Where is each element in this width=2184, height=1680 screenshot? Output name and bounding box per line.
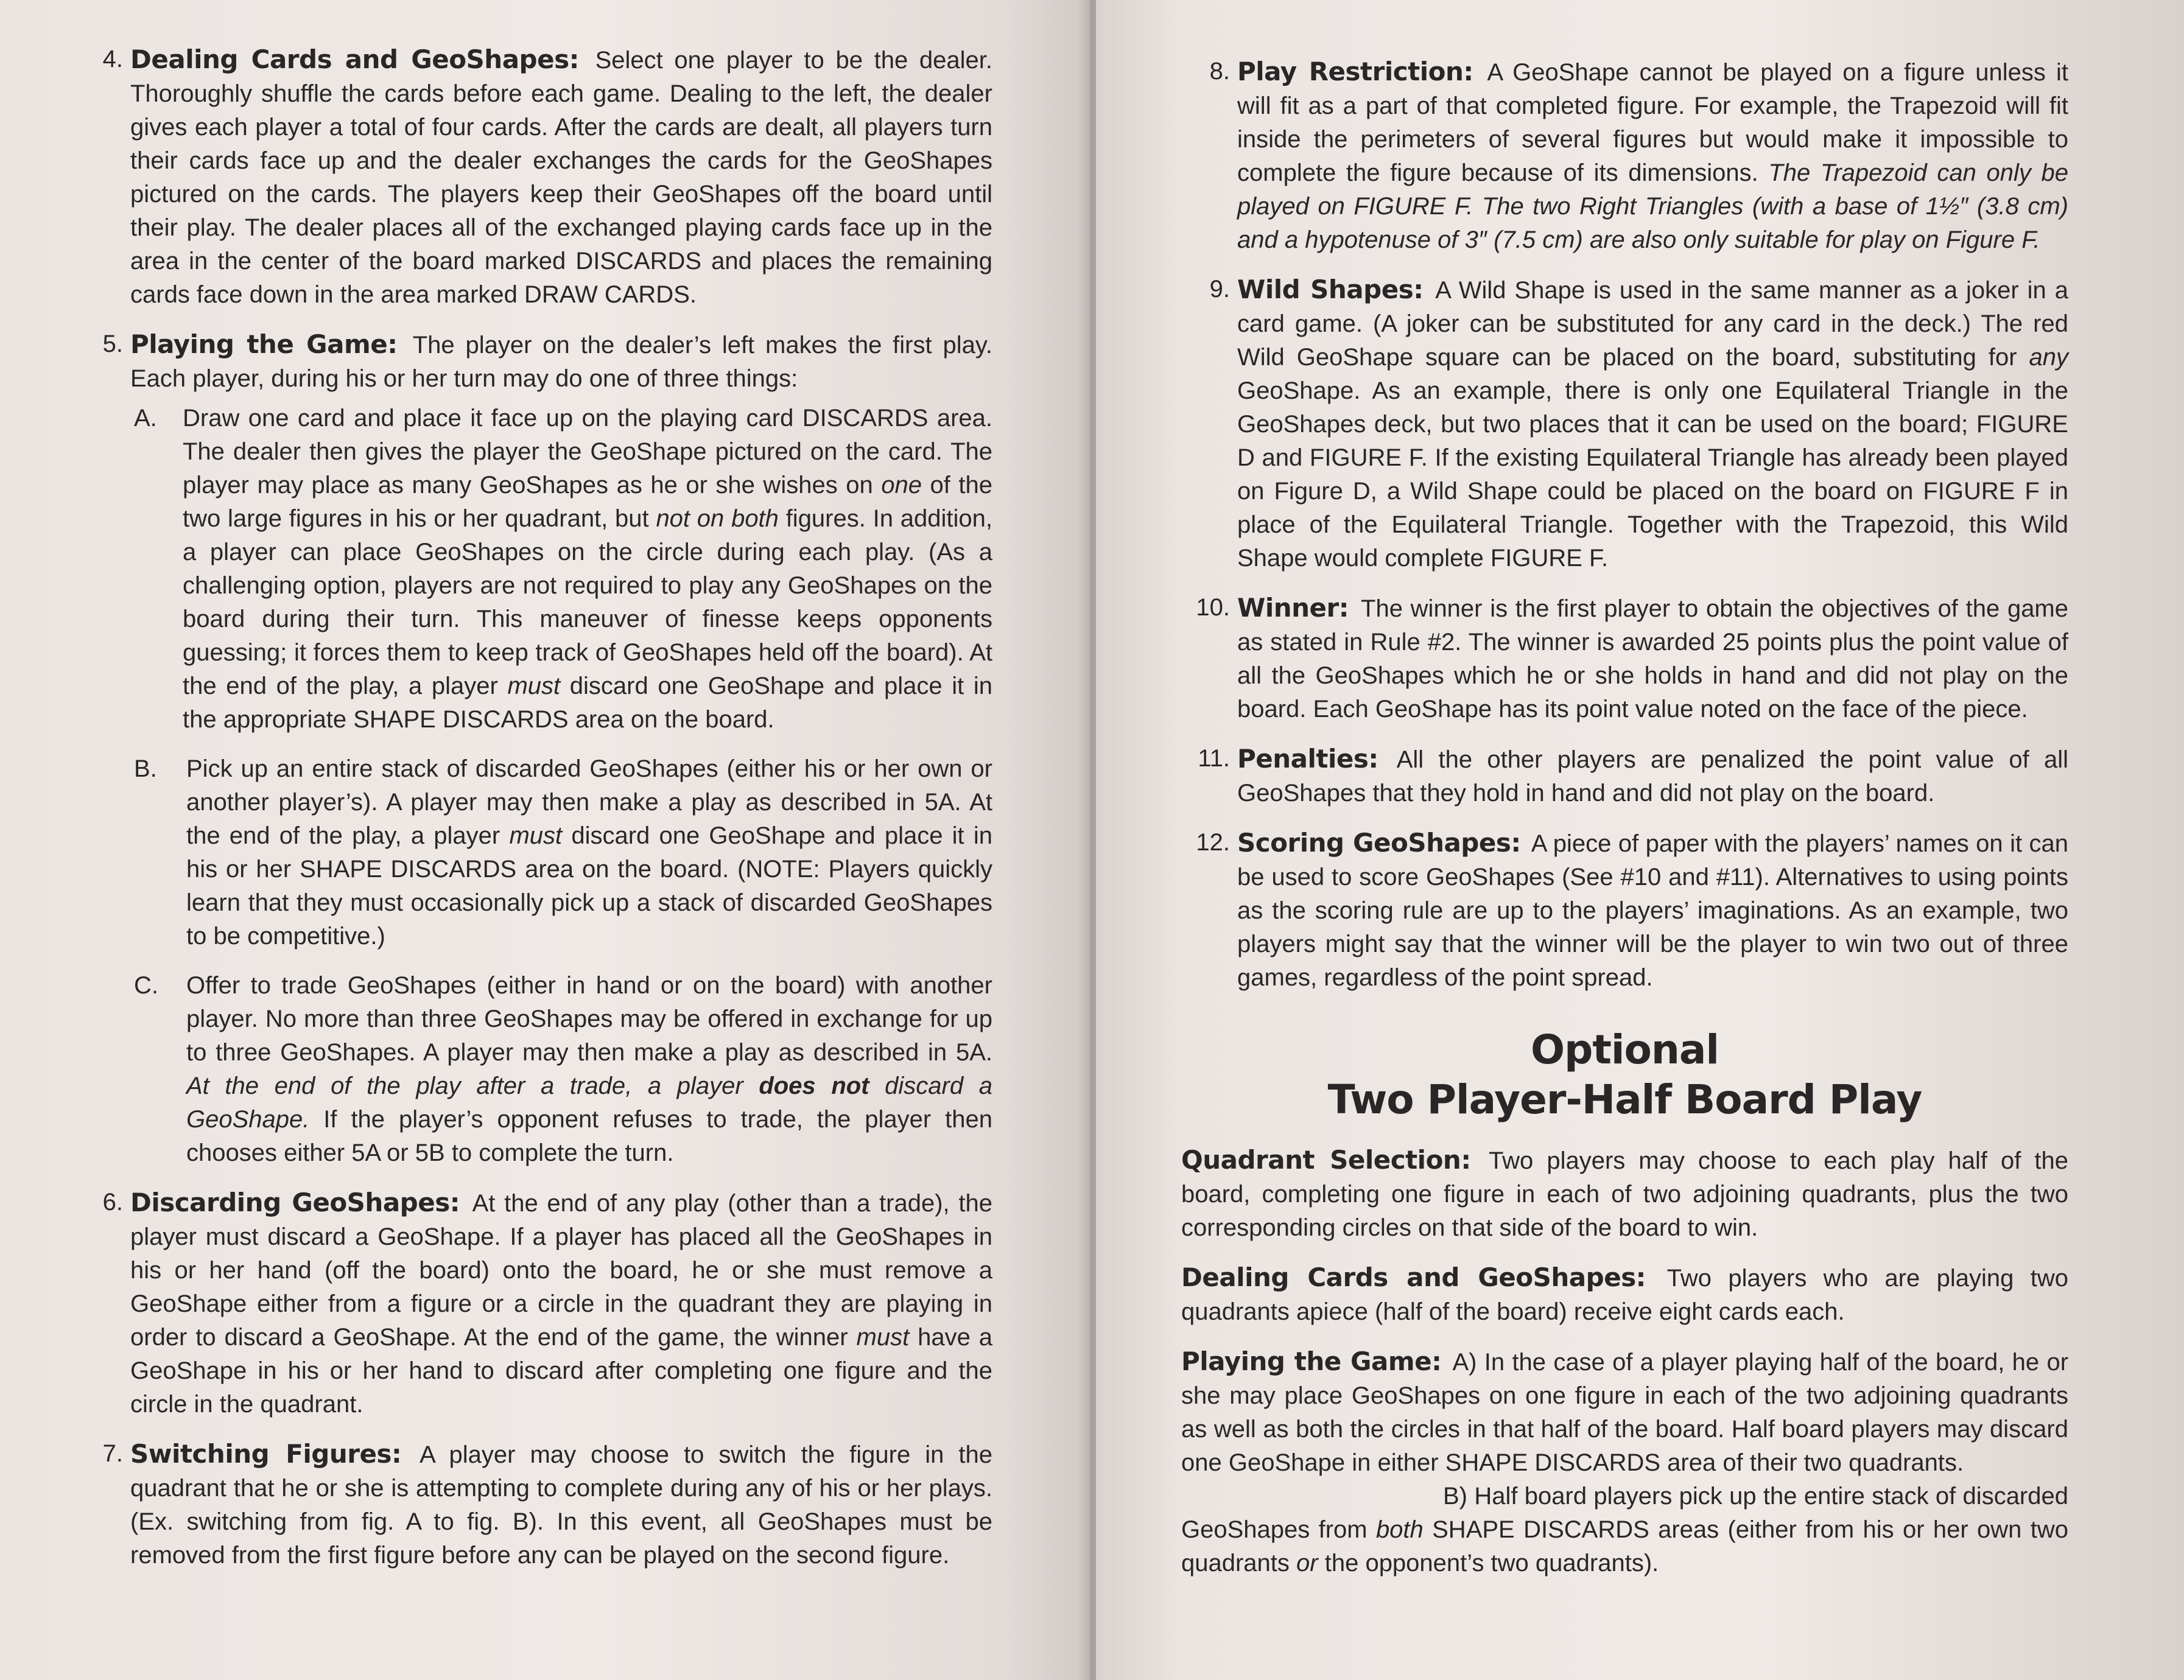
rule-heading: Scoring GeoShapes: bbox=[1237, 828, 1521, 858]
left-page bbox=[0, 0, 1090, 1680]
rule-text: The winner is the first player to obtain the objectives of the game as stated in Rule #2. The winner is awarded 25 points plus the point value of all the GeoShapes which he or she holds in hand and did not play on the board. Each GeoShape has its point value noted on the face of the piece. bbox=[1237, 595, 2069, 723]
rule-number: 4. bbox=[102, 46, 123, 72]
para-emphasis: or bbox=[1296, 1550, 1318, 1577]
rule-5-option-a bbox=[85, 402, 992, 737]
rule-number: 8. bbox=[1209, 58, 1230, 85]
option-emphasis: must bbox=[507, 673, 561, 699]
option-text: Draw one card and place it face up on the playing card DISCARDS area. The dealer then gives the player the GeoShape pictured on the card. The player may place as many GeoShapes as he or she wishes on bbox=[183, 405, 992, 499]
optional-title-line2: Two Player-Half Board Play bbox=[1327, 1076, 1922, 1123]
rule-text: A Wild Shape is used in the same manner as a joker in a card game. (A joker can be substituted for any card in the deck.) The red Wild GeoShape square can be placed on the board, substituting for bbox=[1237, 277, 2069, 371]
para-text: A) In the case of a player playing half of the board, he or she may place GeoShapes on one figure in each of the two adjoining quadrants as well as both the circles in that half of the board. Half board players may discard one GeoShape in either SHAPE DISCARDS area of their two quadrants. bbox=[1181, 1349, 2069, 1476]
para-heading: Playing the Game: bbox=[1181, 1346, 1442, 1376]
rule-text: A piece of paper with the players’ names on it can be used to score GeoShapes (See #10 and #11). Alternatives to using points as the scoring rule are up to the players’ imaginations. As an example, two players might say that the winner will be the player to win two out of three games, regardless of the point spread. bbox=[1237, 830, 2068, 991]
optional-playing bbox=[1181, 1345, 2068, 1480]
option-text: discard one GeoShape and place it in the appropriate SHAPE DISCARDS area on the board. bbox=[183, 673, 992, 733]
para-text: B) Half board players pick up the entire stack of discarded GeoShapes from bbox=[1181, 1483, 2068, 1543]
option-emphasis: not on both bbox=[656, 505, 779, 532]
rule-text: A GeoShape cannot be played on a figure unless it will fit as a part of that completed figure. For example, the Trapezoid will fit inside the perimeters of several figures but would make it impossible to complete the figure because of its dimensions. bbox=[1237, 59, 2068, 186]
rule-9 bbox=[1181, 273, 2068, 575]
option-emphasis: At the end of the play after a trade, a player bbox=[186, 1073, 759, 1099]
rule-heading: Discarding GeoShapes: bbox=[130, 1188, 460, 1217]
para-text: the opponent’s two quadrants). bbox=[1318, 1550, 1659, 1577]
rule-text: have a GeoShape in his or her hand to discard after completing one figure and the circle in the quadrant. bbox=[130, 1324, 992, 1418]
rule-emphasis: must bbox=[856, 1324, 910, 1351]
para-text: Two players may choose to each play half of the board, completing one figure in each of two adjoining quadrants, plus the two corresponding circles on that side of the board to win. bbox=[1181, 1147, 2069, 1241]
option-text: of the two large figures in his or her quadrant, but bbox=[183, 472, 992, 532]
rule-5-option-c bbox=[85, 969, 992, 1170]
rule-number: 5. bbox=[102, 331, 123, 357]
rule-heading: Winner: bbox=[1237, 593, 1349, 623]
rule-heading: Dealing Cards and GeoShapes: bbox=[130, 44, 579, 74]
option-text: Pick up an entire stack of discarded GeoShapes (either his or her own or another player’s). A player may then make a play as described in 5A. At the end of the play, a player bbox=[186, 755, 992, 849]
rule-11 bbox=[1181, 742, 2068, 810]
para-emphasis: both bbox=[1375, 1516, 1424, 1543]
option-letter: A. bbox=[134, 405, 157, 432]
rule-text: The player on the dealer’s left makes the first play. Each player, during his or her turn may do one of three things: bbox=[130, 332, 992, 392]
rule-heading: Penalties: bbox=[1237, 744, 1378, 774]
rule-7 bbox=[85, 1437, 992, 1572]
optional-quadrant-selection bbox=[1181, 1143, 2068, 1245]
para-heading: Dealing Cards and GeoShapes: bbox=[1181, 1262, 1646, 1292]
rule-number: 11. bbox=[1198, 745, 1230, 772]
option-letter: B. bbox=[134, 755, 157, 782]
rule-text: All the other players are penalized the point value of all GeoShapes that they hold in hand and did not play on the board. bbox=[1237, 746, 2069, 807]
optional-dealing bbox=[1181, 1261, 2068, 1329]
right-page bbox=[1096, 0, 2184, 1680]
option-emphasis: one bbox=[881, 472, 922, 499]
rule-number: 12. bbox=[1196, 829, 1230, 856]
rule-5 bbox=[85, 327, 992, 396]
optional-title-line1: Optional bbox=[1530, 1026, 1719, 1073]
rule-text: GeoShape. As an example, there is only one Equilateral Triangle in the GeoShapes deck, but two places that it can be used on the board; FIGURE D and FIGURE F. If the existing Equilateral Triangle has already been played on Figure D, a Wild Shape could be placed on the board on FIGURE F in place of the Equilateral Triangle. Together with the Trapezoid, this Wild Shape would complete FIGURE F. bbox=[1237, 377, 2068, 572]
rule-4 bbox=[85, 43, 992, 312]
option-text: figures. In addition, a player can place GeoShapes on the circle during each play. (As a challenging option, players are not required to play any GeoShapes on the board during their turn. This maneuver of finesse keeps opponents guessing; it forces them to keep track of GeoShapes held off the board). At the end of the play, a player bbox=[183, 505, 992, 699]
rule-text: At the end of any play (other than a trade), the player must discard a GeoShape. If a player has placed all the GeoShapes in his or her hand (off the board) onto the board, he or she must remove a GeoShape either from a figure or a circle in the quadrant they are playing in order to discard a GeoShape. At the end of the game, the winner bbox=[130, 1190, 992, 1351]
rule-heading: Wild Shapes: bbox=[1237, 275, 1424, 304]
rule-heading: Switching Figures: bbox=[130, 1439, 402, 1469]
rule-8 bbox=[1181, 55, 2068, 257]
option-emphasis: must bbox=[509, 822, 563, 849]
para-heading: Quadrant Selection: bbox=[1181, 1145, 1471, 1175]
para-text: SHAPE DISCARDS areas (either from his or her own two quadrants bbox=[1181, 1516, 2068, 1577]
rule-heading: Playing the Game: bbox=[130, 329, 398, 359]
rule-6 bbox=[85, 1186, 992, 1421]
option-strong: does not bbox=[759, 1073, 869, 1099]
option-emphasis: discard a GeoShape. bbox=[186, 1073, 992, 1133]
rule-emphasis: The Trapezoid can only be played on FIGURE F. The two Right Triangles (with a base of 1½″ (3.8 cm) and a hypotenuse of 3″ (7.5 cm) are also only suitable for play on Figure F. bbox=[1237, 159, 2068, 253]
option-text: Offer to trade GeoShapes (either in hand or on the board) with another player. No more than three GeoShapes may be offered in exchange for up to three GeoShapes. A player may then make a play as described in 5A. bbox=[186, 972, 992, 1066]
rule-number: 7. bbox=[102, 1440, 123, 1467]
rule-emphasis: any bbox=[2029, 344, 2068, 371]
option-text: If the player’s opponent refuses to trade, the player then chooses either 5A or 5B to complete the turn. bbox=[186, 1106, 992, 1166]
rule-number: 6. bbox=[102, 1189, 123, 1216]
rule-number: 10. bbox=[1196, 594, 1230, 621]
rule-10 bbox=[1181, 591, 2068, 726]
para-text: Two players who are playing two quadrants apiece (half of the board) receive eight cards each. bbox=[1181, 1265, 2068, 1325]
optional-section-title bbox=[1181, 1025, 2068, 1125]
optional-playing-b bbox=[1181, 1480, 2068, 1580]
option-letter: C. bbox=[134, 972, 158, 999]
rule-number: 9. bbox=[1209, 276, 1230, 303]
rule-heading: Play Restriction: bbox=[1237, 57, 1473, 86]
rule-text: Select one player to be the dealer. Thoroughly shuffle the cards before each game. Dealing to the left, the dealer gives each player a total of four cards. After the cards are dealt, all players turn their cards face up and the dealer exchanges the cards for the GeoShapes pictured on the cards. The players keep their GeoShapes off the board until their play. The dealer places all of the exchanged playing cards face up in the area in the center of the board marked DISCARDS and places the remaining cards face down in the area marked DRAW CARDS. bbox=[130, 47, 992, 308]
rule-12 bbox=[1181, 826, 2068, 995]
option-text: discard one GeoShape and place it in his or her SHAPE DISCARDS area on the board. (NOTE: Players quickly learn that they must occasionally pick up a stack of discarded GeoShapes to be competitive.) bbox=[186, 822, 992, 950]
rule-5-option-b bbox=[85, 752, 992, 953]
rule-text: A player may choose to switch the figure in the quadrant that he or she is attempting to complete during any of his or her plays. (Ex. switching from fig. A to fig. B). In this event, all GeoShapes must be removed from the first figure before any can be played on the second figure. bbox=[130, 1441, 992, 1569]
